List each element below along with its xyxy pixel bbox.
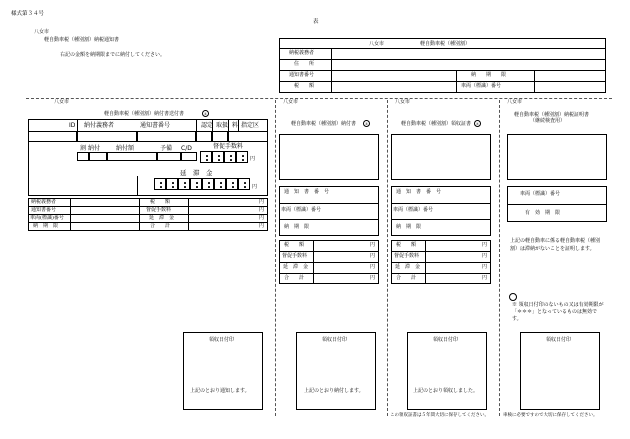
ocr-header-taxpayer: 納付義務者 [84,122,115,129]
slip2-label-total: 合 計 [284,275,305,281]
slip2-yen-3: 円 [370,264,376,270]
slip2-receipt-stamp: 領収日付印 [322,337,348,343]
notice-footer: 上記のとおり通知します。 [190,388,250,394]
slip3-yen-3: 円 [482,264,488,270]
slip1-yen-2: 円 [259,207,265,213]
slip2-label-tax: 税 額 [284,242,305,248]
slip3-title: 軽自動車税（種別割）領収証書 [401,121,472,127]
slip1-city: 八女市 [54,99,70,105]
slip2-footer: 上記のとおり納付します。 [304,388,364,394]
fold-line [26,98,612,99]
ocr-header-id: ID [69,122,76,129]
slip2-yen-4: 円 [370,275,376,281]
slip1-stamp: ② [203,112,208,116]
slip3-note: この領収証書は５年間大切に保存してください。 [390,413,489,418]
slip3-label-notice-number: 通 知 書 番 号 [396,189,442,195]
ocr-header-certify: 認定 [201,122,214,129]
slip1-receipt-stamp: 領収日付印 [209,337,235,343]
cut-line-1 [275,100,276,416]
slip2-address-box [279,134,379,180]
cut-line-2 [387,100,388,416]
slip3-label-due-date: 納 期 限 [396,224,422,230]
slip3-yen-2: 円 [482,253,488,259]
slip1-receipt-box [183,332,263,410]
slip4-note2: ※ 領収日付印のないもの又は有効期限が「＊＊＊」となっているものは無効です。 [512,302,604,322]
slip1-label-taxpayer: 納税義務者 [31,199,57,205]
slip3-receipt-box [407,332,487,410]
slip4-address-box [507,134,607,180]
slip4-label-vehicle-number: 車両（標識）番号 [520,191,561,197]
slip4-receipt-stamp: 領収日付印 [546,337,572,343]
slip1-label-fee: 督促手数料 [146,207,172,213]
slip2-label-fee: 督促手数料 [282,253,308,259]
ocr-header-fee: 料 [232,122,239,129]
slip3-label-vehicle-number: 車両（標識）番号 [393,207,434,213]
front-label: 表 [313,19,319,25]
ocr-row2-reserve: 予備 [160,145,173,152]
addressee-label-due-date: 納 期 限 [471,72,507,78]
slip3-address-box [391,134,491,180]
addressee-label-taxpayer: 納税義務者 [289,50,315,56]
addressee-label-address: 住 所 [294,61,315,67]
slip2-yen-2: 円 [370,253,376,259]
slip1-label-late-fee: 延 滞 金 [149,215,175,221]
slip4-title-line2: （継続検査用） [530,118,566,124]
slip4-city: 八女市 [507,99,523,105]
fee-yen: 円 [250,156,256,162]
slip1-label-vehicle-number: 車両(標識)番号 [30,215,64,221]
slip3-receipt-stamp: 領収日付印 [433,337,459,343]
slip3-label-tax: 税 額 [396,242,417,248]
slip3-label-total: 合 計 [396,275,417,281]
ocr-row2-cd: C/D [181,145,192,152]
slip1-yen-4: 円 [259,223,265,229]
slip1-label-notice-number: 通知書番号 [31,207,57,213]
slip2-receipt-box [296,332,376,410]
ocr-header-notice-number: 通知書番号 [140,122,171,129]
slip2-label-notice-number: 通 知 書 番 号 [284,189,330,195]
slip2-label-vehicle-number: 車両（標識）番号 [281,207,322,213]
cut-line-3 [499,100,500,416]
addressee-title: 軽自動車税（種別割） [420,41,471,47]
slip1-label-due-date: 納 期 限 [33,223,59,229]
slip4-title-line1: 軽自動車税（種別割）納税証明書 [514,112,590,118]
slip3-yen-4: 円 [482,275,488,281]
notice-message: 右記の金額を納期限までに納付してください。 [60,52,166,58]
slip1-title: 軽自動車税（種別割）納付書送付書 [104,111,185,117]
late-fee-yen: 円 [252,184,258,190]
addressee-label-vehicle-number: 車両（標識）番号 [461,83,502,89]
notice-city: 八女市 [34,29,50,35]
slip3-label-fee: 督促手数料 [394,253,420,259]
slip4-receipt-box [520,332,600,410]
slip3-footer: 上記のとおり領収しました。 [413,388,479,394]
slip2-title: 軽自動車税（種別割）納付書 [291,121,357,127]
slip4-label-expiry: 有 効 期 限 [525,210,561,216]
ocr-row2-amount: 納付額 [116,145,135,152]
slip2-label-due-date: 納 期 限 [284,224,310,230]
slip4-statement: 上記の軽自動車に係る軽自動車税（種別割）は滞納がないことを証明します。 [510,238,601,252]
slip3-yen-1: 円 [482,242,488,248]
slip1-label-total: 合 計 [150,223,171,229]
slip3-city: 八女市 [395,99,411,105]
slip2-label-late-fee: 延 滞 金 [283,264,309,270]
fee-label: 督促手数料 [213,143,244,150]
slip3-stamp: ④ [475,122,480,126]
slip4-note: 車検に必要ですので大切に保存してください。 [503,413,598,418]
ocr-header-handling: 取扱 [216,122,229,129]
addressee-label-tax-amount: 税 額 [294,83,315,89]
notice-title: 軽自動車税（種別割）納税通知書 [44,37,120,43]
ocr-row2-division: 割 [80,145,87,152]
slip1-yen-1: 円 [259,199,265,205]
slip3-label-late-fee: 延 滞 金 [395,264,421,270]
slip1-yen-3: 円 [259,215,265,221]
addressee-label-notice-number: 通知書番号 [289,72,315,78]
late-fee-label: 延 滞 金 [180,169,213,177]
slip4-circle [509,293,517,301]
form-number: 様式第３４号 [11,11,45,17]
slip2-yen-1: 円 [370,242,376,248]
ocr-row2-payment: 納付 [88,145,101,152]
slip2-stamp: ③ [364,122,369,126]
slip2-city: 八女市 [283,99,299,105]
addressee-city: 八女市 [369,41,385,47]
slip1-label-tax-amount: 税 額 [150,199,171,205]
ocr-header-designated: 指定区 [241,122,260,129]
